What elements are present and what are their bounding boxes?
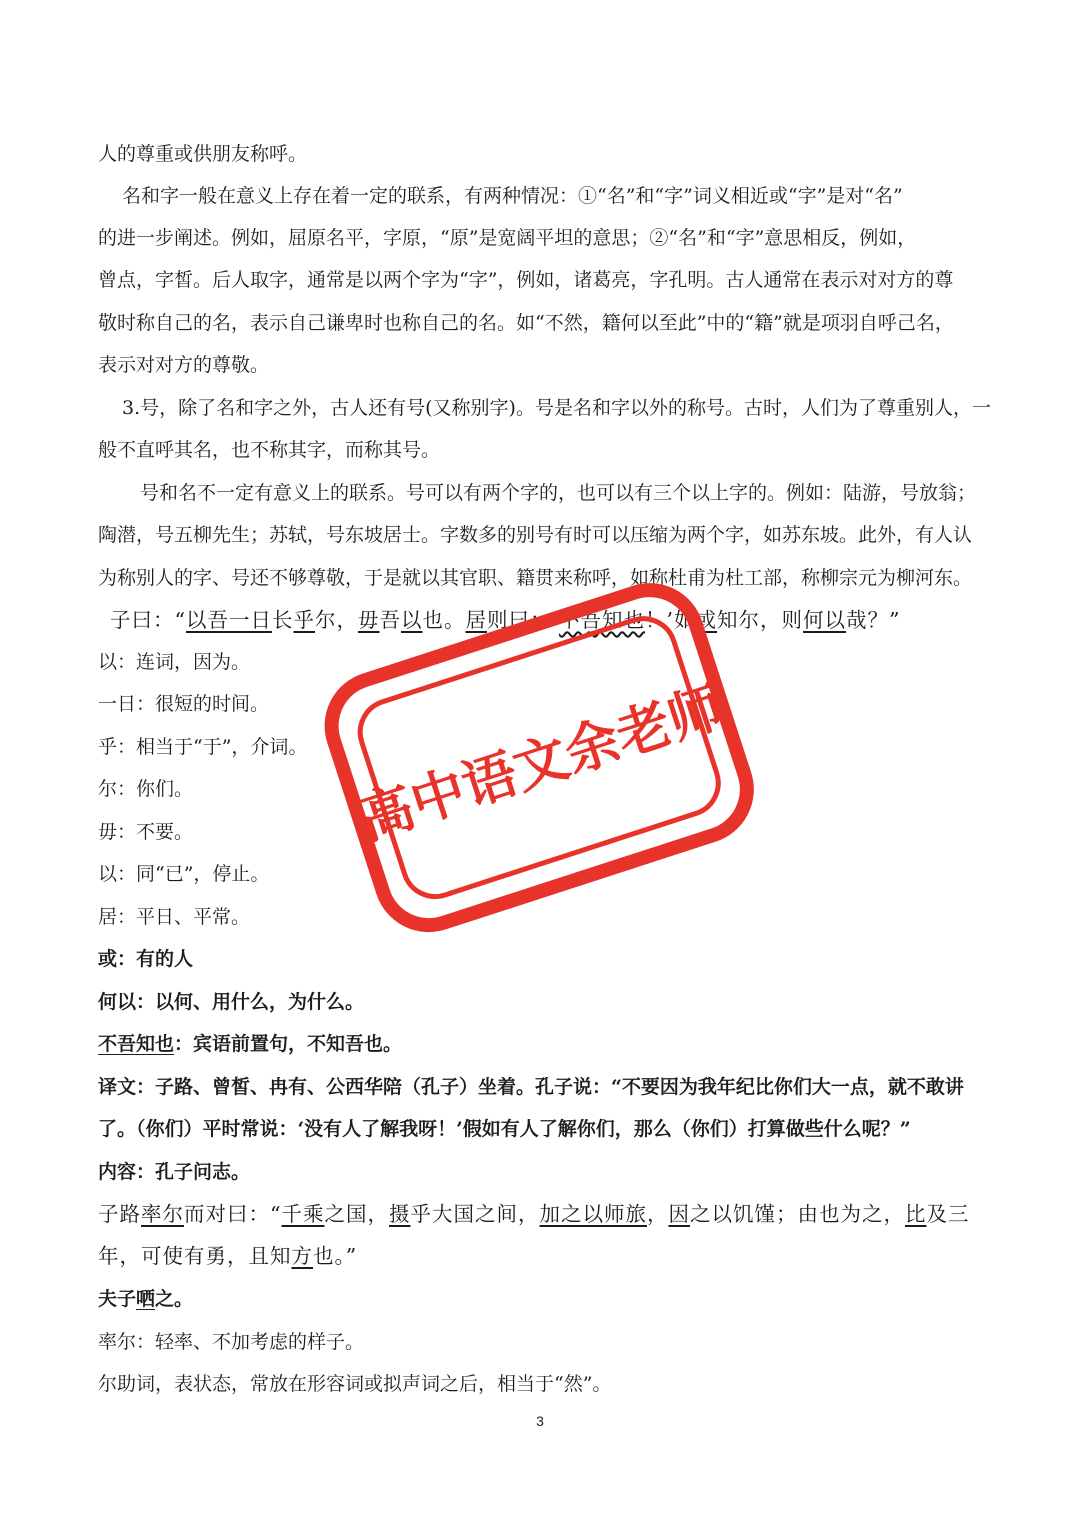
note-term: 不吾知也 <box>98 1033 175 1055</box>
quote-segment: 乎大国之间， <box>410 1202 540 1226</box>
text-line: 为称别人的字、号还不够尊敬，于是就以其官职、籍贯来称呼，如称杜甫为杜工部，称柳宗元为柳河东。 <box>98 567 973 589</box>
note-line: 以：同“已”，停止。 <box>98 863 270 885</box>
quote-segment: 尔， <box>314 608 358 632</box>
quote-segment: 哉？” <box>846 608 901 632</box>
quote-keyword: 何以 <box>803 608 847 632</box>
translation-line: 了。（你们）平时常说：‘没有人了解我呀！’假如有人了解你们，那么（你们）打算做些什么呢？” <box>98 1118 911 1140</box>
quote-keyword: 或 <box>695 608 718 632</box>
note-line: 乎：相当于“于”，介词。 <box>98 736 308 758</box>
quote-segment: 则曰：‘ <box>486 608 560 632</box>
quote-keyword: 率尔 <box>141 1202 184 1226</box>
note-line-inversion <box>98 1030 988 1058</box>
page-number: 3 <box>536 1413 544 1429</box>
quote-segment: 而对曰：“ <box>184 1202 282 1226</box>
note-text: ：宾语前置句，不知吾也。 <box>174 1033 403 1055</box>
quote-segment: 也。 <box>422 608 466 632</box>
text-line: 号和名不一定有意义上的联系。号可以有两个字的，也可以有三个以上字的。例如：陆游，号放翁； <box>140 482 977 504</box>
quote-keyword: 毋 <box>357 608 380 632</box>
fuzi-line <box>98 1285 988 1313</box>
quote-segment: 之国， <box>324 1202 389 1226</box>
note-line: 毋：不要。 <box>98 821 194 843</box>
classical-quote-1 <box>110 606 1000 634</box>
note-line: 一日：很短的时间。 <box>98 693 270 715</box>
quote-segment: ！’如 <box>645 608 696 632</box>
quote-segment: 之以饥馑；由也为之， <box>689 1202 905 1226</box>
quote-keyword: 乎 <box>293 608 315 632</box>
text-line: 表示对对方的尊敬。 <box>98 354 270 376</box>
quote-segment: 之。 <box>155 1288 194 1310</box>
quote-segment: 子曰：“ <box>110 608 186 632</box>
quote-segment: 子路 <box>98 1202 141 1226</box>
quote-keyword: 比 <box>904 1202 927 1226</box>
note-line: 或：有的人 <box>98 948 194 970</box>
classical-quote-2 <box>98 1200 988 1228</box>
quote-segment: 吾 <box>379 608 401 632</box>
text-line: 曾点，字皙。后人取字，通常是以两个字为“字”，例如，诸葛亮，字孔明。古人通常在表示对对方的尊 <box>98 269 954 291</box>
quote-keyword: 不吾知也 <box>559 608 646 632</box>
quote-keyword: 加之以师旅 <box>539 1202 647 1226</box>
quote-keyword: 摄 <box>388 1202 411 1226</box>
quote-keyword: 因 <box>668 1202 690 1226</box>
note-line: 率尔：轻率、不加考虑的样子。 <box>98 1331 365 1353</box>
text-line: 的进一步阐述。例如，屈原名平，字原，“原”是宽阔平坦的意思；②“名”和“字”意思相反，例如， <box>98 227 917 249</box>
quote-segment: 长 <box>271 608 294 632</box>
note-line: 何以：以何、用什么，为什么。 <box>98 991 365 1013</box>
note-line: 以：连词，因为。 <box>98 651 251 673</box>
quote-segment: ， <box>646 1202 669 1226</box>
quote-segment: 也。” <box>313 1244 358 1268</box>
quote-keyword: 以 <box>400 608 423 632</box>
quote-keyword: 千乘 <box>281 1202 325 1226</box>
quote-segment: 及三 <box>926 1202 970 1226</box>
note-line: 尔：你们。 <box>98 778 194 800</box>
text-line: 敬时称自己的名，表示自己谦卑时也称自己的名。如“不然，籍何以至此”中的“籍”就是项羽自呼己名， <box>98 312 954 334</box>
quote-keyword: 哂 <box>136 1288 156 1310</box>
quote-keyword: 居 <box>465 608 487 632</box>
text-line: 名和字一般在意义上存在着一定的联系，有两种情况：①“名”和“字”词义相近或“字”是对“名” <box>122 185 903 207</box>
quote-segment: 夫子 <box>98 1288 137 1310</box>
note-line: 尔助词，表状态，常放在形容词或拟声词之后，相当于“然”。 <box>98 1373 612 1395</box>
translation-line: 译文：子路、曾皙、冉有、公西华陪（孔子）坐着。孔子说：“不要因为我年纪比你们大一点，就不敢讲 <box>98 1076 964 1098</box>
quote-segment: 知尔，则 <box>717 608 804 632</box>
text-line: 陶潜，号五柳先生；苏轼，号东坡居士。字数多的别号有时可以压缩为两个字，如苏东坡。此外，有人认 <box>98 524 973 546</box>
quote-segment: 年，可使有勇，且知 <box>98 1244 292 1268</box>
text-line: 3.号，除了名和字之外，古人还有号(又称别字)。号是名和字以外的称号。古时，人们为了尊重别人，一 <box>122 397 991 419</box>
text-line: 人的尊重或供朋友称呼。 <box>98 143 308 165</box>
stamp-text: 高中语文余老师 <box>352 676 731 851</box>
text-line: 般不直呼其名，也不称其字，而称其号。 <box>98 439 441 461</box>
note-line: 居：平日、平常。 <box>98 906 251 928</box>
classical-quote-2-cont <box>98 1242 988 1270</box>
quote-keyword: 以吾一日 <box>185 608 272 632</box>
content-line: 内容：孔子问志。 <box>98 1161 251 1183</box>
quote-keyword: 方 <box>291 1244 313 1268</box>
